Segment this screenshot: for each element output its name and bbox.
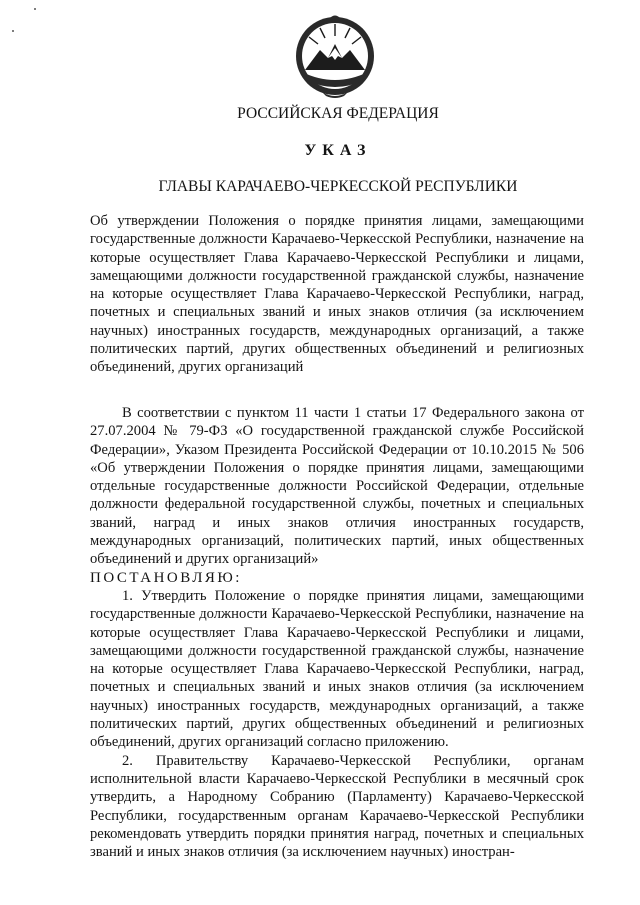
issuer-heading: ГЛАВЫ КАРАЧАЕВО-ЧЕРКЕССКОЙ РЕСПУБЛИКИ	[158, 178, 518, 195]
decree-body	[90, 404, 584, 861]
preamble-paragraph: В соответствии с пунктом 11 части 1 статьи 17 Федерального закона от 27.07.2004 № 79-ФЗ «О государственной гражданской службе Российской Федерации», Указом Президента Российской Федерации от 10.10.2015 № 506 «Об утверждении Положения о порядке принятия лицами, замещающими отдельные государственные должности Российской Федерации, отдельные должности федеральной государственной службы, почетных и специальных званий, наград и иных знаков отличия иностранных государств, международных организаций, политических партий, иных общественных объединений и других организаций»	[90, 405, 584, 568]
decree-word: ПОСТАНОВЛЯЮ:	[90, 569, 242, 586]
document-type-heading: УКАЗ	[304, 142, 372, 159]
coat-of-arms-emblem	[290, 14, 380, 98]
decree-subject: Об утверждении Положения о порядке принятия лицами, замещающими государственные должности Карачаево-Черкесской Республики, назначение на которые осуществляет Глава Карачаево-Черкесской Республики и лицами, замещающими должности государственной гражданской службы, назначение на которые осуществляет Глава Карачаево-Черкесской Республики, наград, почетных и специальных званий и иных знаков отличия (за исключением научных) иностранных государств, международных организаций, а также политических партий, других общественных объединений и религиозных объединений, других организаций	[90, 213, 584, 376]
scan-speck	[12, 30, 14, 32]
decree-item-1: 1. Утвердить Положение о порядке принятия лицами, замещающими государственные должности Карачаево-Черкесской Республики, назначение на которые осуществляет Глава Карачаево-Черкесской Республики и лицами, замещающими должности государственной гражданской службы, назначение на которые осуществляет Глава Карачаево-Черкесской Республики, наград, почетных и специальных званий и иных знаков отличия (за исключением научных) иностранных государств, международных организаций, а также политических партий, других общественных объединений и религиозных объединений, других организаций согласно приложению.	[90, 587, 584, 751]
scan-speck	[34, 8, 36, 10]
country-heading: РОССИЙСКАЯ ФЕДЕРАЦИЯ	[237, 105, 439, 122]
decree-item-2: 2. Правительству Карачаево-Черкесской Республики, органам исполнительной власти Карачаево-Черкесской Республики в месячный срок утвердить, а Народному Собранию (Парламенту) Карачаево-Черкесской Республики, государственным органам Карачаево-Черкесской Республики рекомендовать утвердить порядки принятия наград, почетных и специальных званий и иных знаков отличия (за исключением научных) иностран-	[90, 752, 584, 861]
